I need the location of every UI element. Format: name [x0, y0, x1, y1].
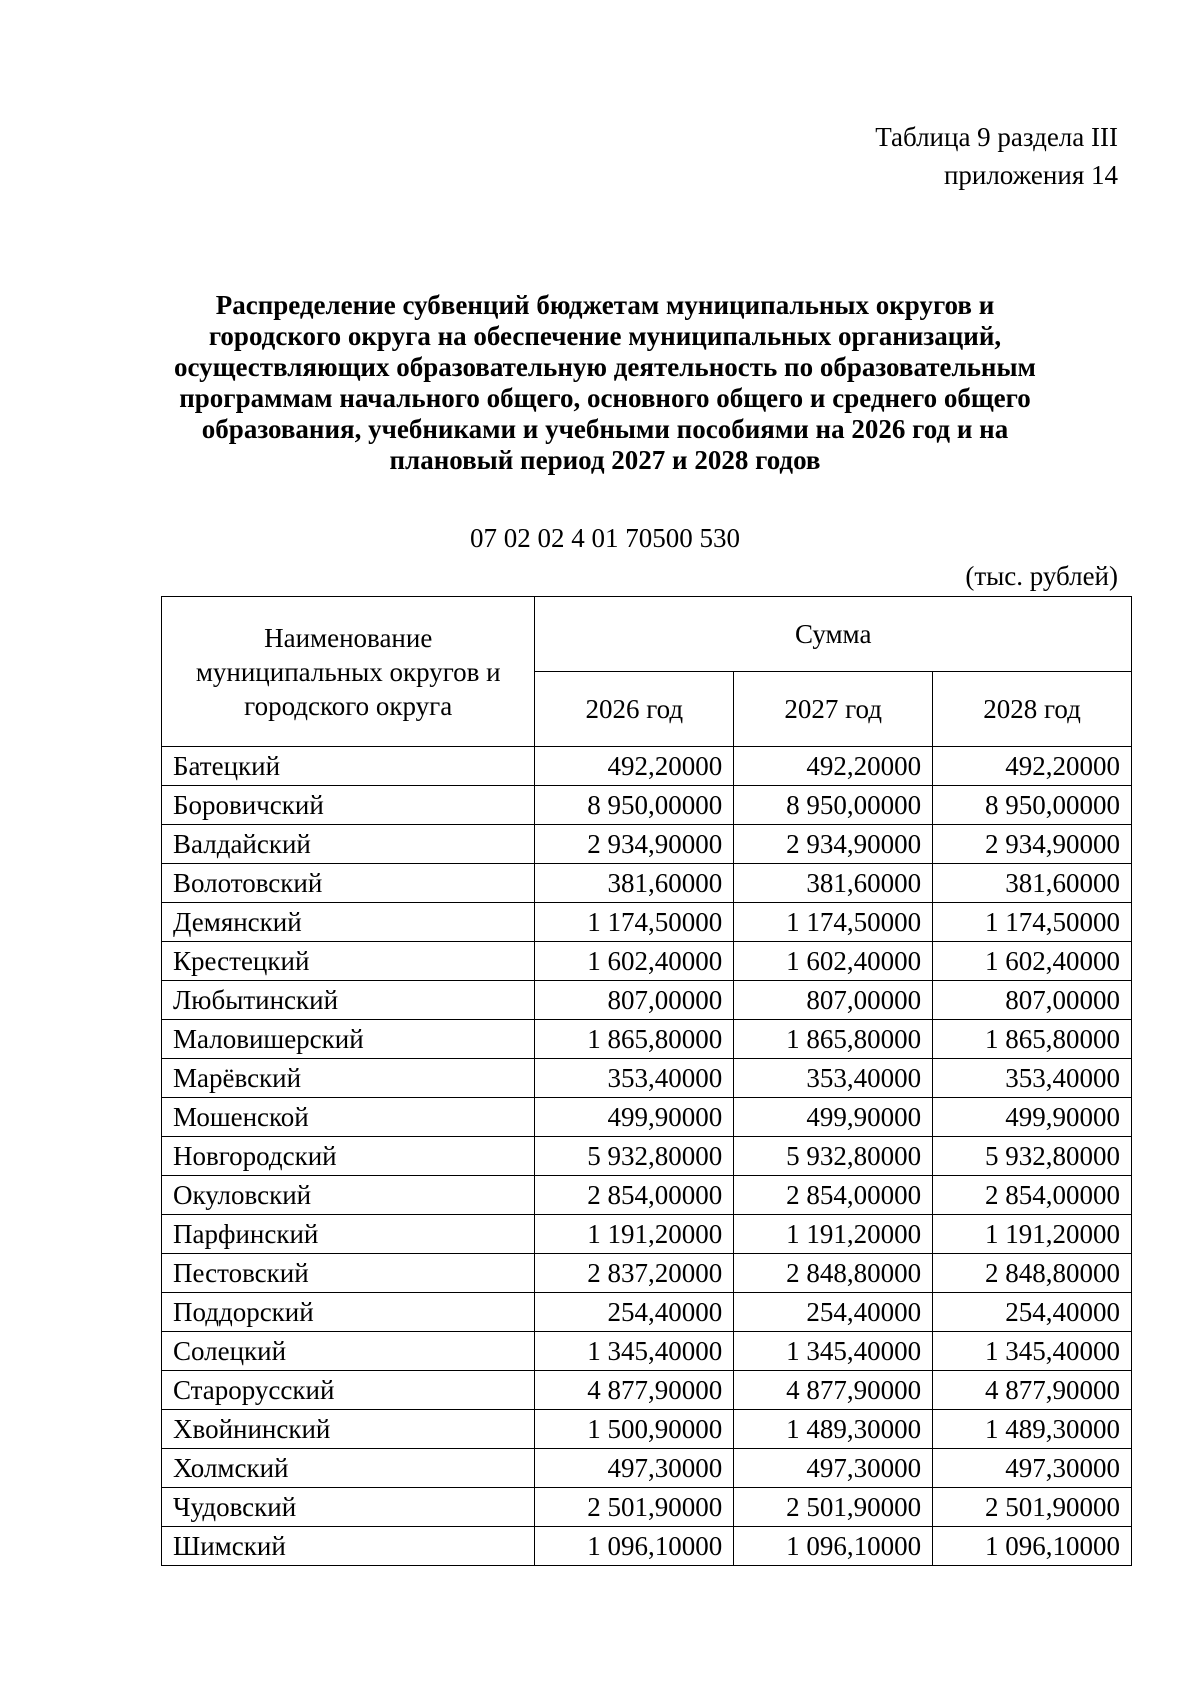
year-column-header: 2028 год	[933, 672, 1132, 747]
title-line: образования, учебниками и учебными пособиями на 2026 год и на	[201, 414, 1009, 444]
title-line: Распределение субвенций бюджетам муниципальных округов и	[215, 290, 995, 320]
municipality-name: Старорусский	[162, 1371, 535, 1410]
units-label: (тыс. рублей)	[965, 561, 1118, 591]
appendix-reference	[875, 118, 1118, 194]
municipality-name: Марёвский	[162, 1059, 535, 1098]
amount-cell: 499,90000	[933, 1098, 1132, 1137]
amount-cell: 2 837,20000	[535, 1254, 734, 1293]
amount-cell: 254,40000	[535, 1293, 734, 1332]
municipality-name: Пестовский	[162, 1254, 535, 1293]
amount-cell: 499,90000	[734, 1098, 933, 1137]
amount-cell: 1 191,20000	[734, 1215, 933, 1254]
amount-cell: 499,90000	[535, 1098, 734, 1137]
municipality-name: Парфинский	[162, 1215, 535, 1254]
municipality-name: Демянский	[162, 903, 535, 942]
sum-column-header: Сумма	[535, 597, 1132, 672]
amount-cell: 2 848,80000	[734, 1254, 933, 1293]
municipality-name: Холмский	[162, 1449, 535, 1488]
amount-cell: 353,40000	[933, 1059, 1132, 1098]
amount-cell: 1 345,40000	[535, 1332, 734, 1371]
amount-cell: 8 950,00000	[535, 786, 734, 825]
amount-cell: 353,40000	[535, 1059, 734, 1098]
amount-cell: 381,60000	[734, 864, 933, 903]
municipality-name: Хвойнинский	[162, 1410, 535, 1449]
municipality-name: Окуловский	[162, 1176, 535, 1215]
amount-cell: 381,60000	[535, 864, 734, 903]
amount-cell: 2 848,80000	[933, 1254, 1132, 1293]
year-column-header: 2027 год	[734, 672, 933, 747]
title-line: плановый период 2027 и 2028 годов	[389, 445, 821, 475]
table-row	[162, 1488, 1132, 1527]
table-row	[162, 1059, 1132, 1098]
amount-cell: 807,00000	[933, 981, 1132, 1020]
amount-cell: 1 602,40000	[933, 942, 1132, 981]
title-line: городского округа на обеспечение муниципальных организаций,	[208, 321, 1002, 351]
amount-cell: 8 950,00000	[734, 786, 933, 825]
amount-cell: 2 501,90000	[734, 1488, 933, 1527]
amount-cell: 1 489,30000	[734, 1410, 933, 1449]
table-row	[162, 747, 1132, 786]
document-title	[150, 290, 1060, 476]
amount-cell: 1 191,20000	[933, 1215, 1132, 1254]
table-row	[162, 1137, 1132, 1176]
amount-cell: 1 602,40000	[734, 942, 933, 981]
amount-cell: 1 174,50000	[734, 903, 933, 942]
municipality-name: Поддорский	[162, 1293, 535, 1332]
municipality-name: Маловишерский	[162, 1020, 535, 1059]
table-row	[162, 1098, 1132, 1137]
amount-cell: 497,30000	[933, 1449, 1132, 1488]
table-row	[162, 825, 1132, 864]
amount-cell: 4 877,90000	[933, 1371, 1132, 1410]
municipality-name: Любытинский	[162, 981, 535, 1020]
amount-cell: 4 877,90000	[535, 1371, 734, 1410]
amount-cell: 254,40000	[933, 1293, 1132, 1332]
table-row	[162, 1449, 1132, 1488]
table-row	[162, 981, 1132, 1020]
title-line: программам начального общего, основного общего и среднего общего	[179, 383, 1031, 413]
amount-cell: 1 865,80000	[933, 1020, 1132, 1059]
year-column-header: 2026 год	[535, 672, 734, 747]
municipality-name: Шимский	[162, 1527, 535, 1566]
amount-cell: 5 932,80000	[734, 1137, 933, 1176]
table-body	[162, 747, 1132, 1566]
amount-cell: 2 501,90000	[535, 1488, 734, 1527]
amount-cell: 2 854,00000	[933, 1176, 1132, 1215]
appendix-reference-line1: Таблица 9 раздела III	[875, 122, 1118, 152]
municipality-name: Крестецкий	[162, 942, 535, 981]
amount-cell: 492,20000	[933, 747, 1132, 786]
table-row	[162, 1293, 1132, 1332]
table-row	[162, 942, 1132, 981]
amount-cell: 8 950,00000	[933, 786, 1132, 825]
amount-cell: 1 865,80000	[535, 1020, 734, 1059]
amount-cell: 2 934,90000	[933, 825, 1132, 864]
amount-cell: 2 854,00000	[734, 1176, 933, 1215]
table-header-row	[162, 597, 1132, 672]
amount-cell: 1 096,10000	[734, 1527, 933, 1566]
amount-cell: 497,30000	[535, 1449, 734, 1488]
amount-cell: 2 854,00000	[535, 1176, 734, 1215]
municipality-name: Волотовский	[162, 864, 535, 903]
table-row	[162, 1371, 1132, 1410]
municipality-name: Мошенской	[162, 1098, 535, 1137]
amount-cell: 807,00000	[734, 981, 933, 1020]
municipality-name: Батецкий	[162, 747, 535, 786]
table-row	[162, 903, 1132, 942]
amount-cell: 2 934,90000	[535, 825, 734, 864]
municipality-name: Солецкий	[162, 1332, 535, 1371]
table-row	[162, 1254, 1132, 1293]
amount-cell: 1 174,50000	[535, 903, 734, 942]
subventions-table	[161, 596, 1132, 1566]
amount-cell: 1 191,20000	[535, 1215, 734, 1254]
table-row	[162, 1332, 1132, 1371]
amount-cell: 5 932,80000	[933, 1137, 1132, 1176]
amount-cell: 1 345,40000	[734, 1332, 933, 1371]
title-line: осуществляющих образовательную деятельность по образовательным	[174, 352, 1036, 382]
amount-cell: 353,40000	[734, 1059, 933, 1098]
amount-cell: 1 489,30000	[933, 1410, 1132, 1449]
amount-cell: 1 096,10000	[535, 1527, 734, 1566]
amount-cell: 1 345,40000	[933, 1332, 1132, 1371]
appendix-reference-line2: приложения 14	[943, 160, 1118, 190]
municipality-name: Чудовский	[162, 1488, 535, 1527]
amount-cell: 2 934,90000	[734, 825, 933, 864]
table-row	[162, 864, 1132, 903]
table-row	[162, 1176, 1132, 1215]
amount-cell: 1 865,80000	[734, 1020, 933, 1059]
amount-cell: 2 501,90000	[933, 1488, 1132, 1527]
table-row	[162, 1215, 1132, 1254]
amount-cell: 4 877,90000	[734, 1371, 933, 1410]
amount-cell: 1 500,90000	[535, 1410, 734, 1449]
table-row	[162, 1020, 1132, 1059]
budget-classification-code: 07 02 02 4 01 70500 530	[470, 523, 740, 553]
amount-cell: 1 174,50000	[933, 903, 1132, 942]
amount-cell: 381,60000	[933, 864, 1132, 903]
table-row	[162, 786, 1132, 825]
amount-cell: 497,30000	[734, 1449, 933, 1488]
amount-cell: 1 602,40000	[535, 942, 734, 981]
municipality-name: Новгородский	[162, 1137, 535, 1176]
name-column-header: Наименование муниципальных округов и городского округа	[162, 597, 535, 747]
table-row	[162, 1410, 1132, 1449]
amount-cell: 492,20000	[734, 747, 933, 786]
municipality-name: Боровичский	[162, 786, 535, 825]
amount-cell: 807,00000	[535, 981, 734, 1020]
table-row	[162, 1527, 1132, 1566]
amount-cell: 254,40000	[734, 1293, 933, 1332]
amount-cell: 492,20000	[535, 747, 734, 786]
municipality-name: Валдайский	[162, 825, 535, 864]
amount-cell: 1 096,10000	[933, 1527, 1132, 1566]
amount-cell: 5 932,80000	[535, 1137, 734, 1176]
